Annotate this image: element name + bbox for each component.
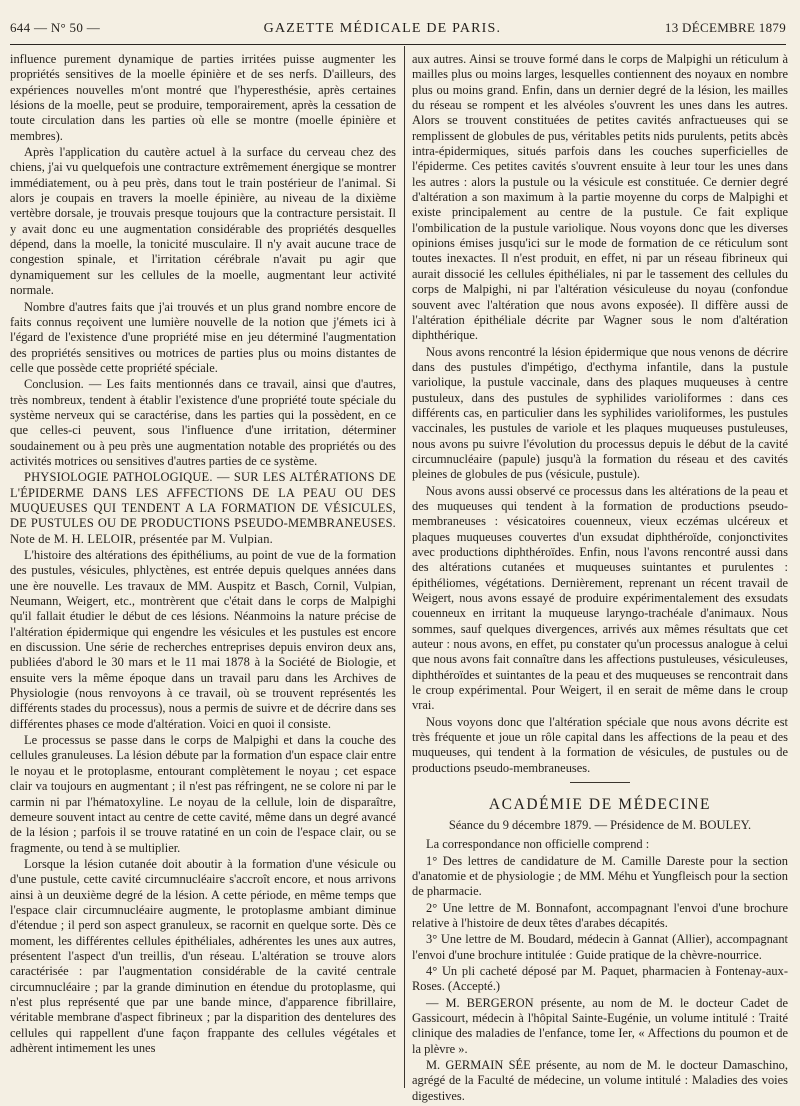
issue-number: — N° 50 — [33, 20, 101, 35]
paragraph: influence purement dynamique de parties irritées puisse augmenter les propriétés sensitives de la moelle épinière et de ses nerfs. D'ailleurs, des expériences nouvelles m'ont montré que l'hyperesthésie, après certaines lésions de la moelle, peut se produire, temporairement, après la cessation de toute circulation dans les parties où elle se montre (moelle épinière et membres). [10, 52, 396, 143]
section-rule [570, 782, 630, 783]
right-column [412, 52, 788, 1103]
list-item: M. GERMAIN SÉE présente, au nom de M. le docteur Damaschino, agrégé de la Faculté de médecine, un volume intitulé : Maladies des voies digestives. [412, 1057, 788, 1103]
journal-title: GAZETTE MÉDICALE DE PARIS. [263, 21, 502, 36]
paragraph: aux autres. Ainsi se trouve formé dans le corps de Malpighi un réticulum à mailles plus ou moins larges, lesquelles contiennent des noyaux en nombre plus ou moins grand. Enfin, dans un dernier degré de la lésion, les mailles du réseau se rompent et les alvéoles s'ouvrent les unes dans les autres. Alors se trouvent constituées de petites cavités anfractueuses qui se remplissent de globules de pus, véritables petits nids purulents, petits abcès intra-épidermiques, situés parfois dans les couches superficielles de l'épiderme. Ces petites cavités s'ouvrent ensuite à leur tour les unes dans les autres : alors la pustule ou la vésicule est constituée. Ce dernier degré d'altération a son maximum à la partie moyenne du corps de Malpighi et existe principalement au centre de la pustule. Ce fait explique l'ombilication de la pustule variolique. Nous voyons donc que les diverses opinions émises jusqu'ici sur le mode de formation de ce réticulum sont toutes inexactes. Il n'est produit, en effet, ni par un réseau fibrineux qui aurait dissocié les cellules épithéliales, ni par le tassement des cellules du corps de Malpighi, ni par l'altération vésiculeuse du noyau (confondue souvent avec l'altération que nous avons exposée). Il diffère aussi de l'altération épithéliale décrite par Wagner sous le nom d'altération diphthérique. [412, 52, 788, 343]
paragraph: Lorsque la lésion cutanée doit aboutir à la formation d'une vésicule ou d'une pustule, cette cavité circumnucléaire s'accroît encore, et nous arrivons ainsi à un deuxième degré de la lésion. A cette période, en même temps que l'espace clair circumnucléaire augmente, le protoplasme ambiant diminue d'étendue ; il perd son aspect granuleux, se racornit en quelque sorte. Dès ce moment, les différentes cellules épithéliales, adhérentes les unes aux autres, présentent l'aspect d'un treillis, d'un réseau. L'altération se trouve alors caractérisée : par l'augmentation considérable de la cavité centrale circumnucléaire ; par la grande diminution en étendue du protoplasme, qui n'est plus représenté que par une bande mince, d'apparence fibrillaire, véritable membrane d'aspect fibrineux ; par la disparition des dentelures des cellules qui rappellent d'une façon frappante des cellules végétales et adhèrent intimement les unes [10, 856, 396, 1055]
column-divider [404, 46, 405, 1088]
correspondence-intro: La correspondance non officielle comprend : [426, 837, 650, 852]
page-number-and-issue [10, 20, 100, 36]
paragraph: Le processus se passe dans le corps de Malpighi et dans la couche des cellules granuleuses. La lésion débute par la formation d'un espace clair entre le noyau et le protoplasme, entourant complètement le noyau ; cet espace clair va toujours en augmentant ; il n'est pas réfringent, ne se colore ni par le carmin ni par l'hématoxyline. Le noyau de la cellule, loin de disparaître, demeure souvent intact au centre de cette cavité, même dans un degré avancé de la lésion ; parfois il se trouve ratatiné en un coin de l'espace clair, ou se fragmente, ou tend à se multiplier. [10, 733, 396, 855]
paragraph: Nous voyons donc que l'altération spéciale que nous avons décrite est très fréquente et joue un rôle capital dans les affections de la peau et des muqueuses, qui tendent à la formation de vésicules, de pustules ou de productions pseudo-membraneuses. [412, 714, 788, 775]
header-rule [10, 44, 786, 45]
list-item: 4° Un pli cacheté déposé par M. Paquet, pharmacien à Fontenay-aux-Roses. (Accepté.) [412, 963, 788, 994]
paragraph: Nous avons rencontré la lésion épidermique que nous venons de décrire dans des pustules d'impétigo, d'ecthyma infantile, dans la pustule variolique, la pustule vaccinale, dans des plaques muqueuses à centre pustuleux, dans des pustules de syphilides varioliformes : dans ces différents cas, en particulier dans les syphilides varioliformes, les pustules vaccinales, les pustules de variole et les plaques muqueuses pustuleuses, nous avons pu suivre l'évolution du processus depuis le début de la cavité circumnucléaire (papule) jusqu'à la formation du réseau et des cavités pleines de globules de pus (vésicule, pustule). [412, 344, 788, 482]
paragraph: Nous avons aussi observé ce processus dans les altérations de la peau et des muqueuses qui tendent à la formation de productions pseudo-membraneuses : vésicatoires couenneux, vieux eczémas ulcéreux et plaques muqueuses couvertes d'un exsudat diphthéroïde, conjonctivites avec productions diphthéroïdes. Enfin, nous l'avons rencontré aussi dans des altérations cutanées et muqueuses suintantes et purulentes : épithéliomes, végétations. Dernièrement, reprenant un récent travail de Weigert, nous avons essayé de produire expérimentalement des exsudats couenneux en irritant la muqueuse laryngo-trachéale d'animaux. Nous sommes, sauf quelques divergences, arrivés aux mêmes résultats que cet auteur : nous avons, en effet, pu constater qu'un processus analogue à celui que nous avons fait connaître dans les affections pustuleuses, vésiculeuses, diphthéroïdes et suintantes de la peau et des muqueuses se rencontrait dans le croup expérimental. Pour Weigert, il en serait de même dans le croup vrai. [412, 483, 788, 713]
section-heading: PHYSIOLOGIE PATHOLOGIQUE. — SUR LES ALTÉRATIONS DE L'ÉPIDERME DANS LES AFFECTIONS DE LA PEAU OU DES MUQUEUSES QUI TENDENT A LA FORMATION DE VÉSICULES, DE PUSTULES OU DE PRODUCTIONS PSEUDO-MEMBRANEUSES. Note de M. H. LELOIR, présentée par M. Vulpian. [10, 470, 396, 546]
list-item: 3° Une lettre de M. Boudard, médecin à Gannat (Allier), accompagnant l'envoi d'une brochure intitulée : Guide pratique de la chèvre-nourrice. [412, 932, 788, 962]
left-column [10, 52, 396, 1090]
academy-title: ACADÉMIE DE MÉDECINE [488, 796, 712, 814]
list-item: 2° Une lettre de M. Bonnafont, accompagnant l'envoi d'une brochure relative à l'histoire de deux têtes d'arabes décapités. [412, 900, 788, 930]
page-header [10, 20, 786, 42]
issue-date: 13 DÉCEMBRE 1879 [664, 20, 786, 35]
list-item: — M. BERGERON présente, au nom de M. le docteur Cadet de Gassicourt, médecin à l'hôpital Sainte-Eugénie, un volume intitulé : Traité clinique des maladies de l'enfance, tome Ier, « Affections du poumon et de la plèvre ». [412, 995, 788, 1056]
session-line: Séance du 9 décembre 1879. — Présidence de M. BOULEY. [448, 818, 752, 833]
page-number: 644 [10, 20, 31, 35]
paragraph: Nombre d'autres faits que j'ai trouvés et un plus grand nombre encore de faits connus reçoivent une lumière nouvelle de la notion que j'émets ici à l'égard de l'existence d'une propriété mise en jeu déterminé l'augmentation des propriétés sensitives ou motrices de parties plus ou moins distantes de celle que possède cette propriété spéciale. [10, 299, 396, 375]
paragraph: Après l'application du cautère actuel à la surface du cerveau chez des chiens, j'ai vu quelquefois une contracture extrêmement énergique se montrer immédiatement, ou à peu près, dans tout le train postérieur de l'animal. Si alors je coupais en travers la moelle épinière, au niveau de la dixième vertèbre dorsale, je trouvais presque toujours que la contracture persistait. Il y avait donc eu une augmentation considérable des propriétés desquelles dépend, dans la moelle, la tonicité musculaire. Il n'y avait aucune trace de congestion spinale, et l'irritation cérébrale n'avait pu agir que dynamiquement sur les cellules de la moelle, augmentant leur activité normale. [10, 145, 396, 298]
paragraph: L'histoire des altérations des épithéliums, au point de vue de la formation des pustules, vésicules, phlyctènes, est entrée depuis quelques années dans une ère nouvelle. Les travaux de MM. Auspitz et Basch, Cornil, Vulpian, Neumann, Weigert, etc., montrèrent que c'était dans le corps de Malpighi qu'il fallait étudier le début de ces lésions. Néanmoins la nature précise de l'altération épidermique qui engendre les vésicules et les pustules est encore en discussion. Une série de recherches entreprises depuis environ deux ans, publiées d'abord le 30 mars et le 11 mai 1878 à la Société de Biologie, et ensuite vers la même époque dans un travail paru dans les Archives de Physiologie (nous renvoyons à ce travail, où se trouvent représentés les différents stades du processus), nous a permis de suivre et de décrire dans ses différentes phases ce mode d'altération. Voici en quoi il consiste. [10, 548, 396, 731]
list-item: 1° Des lettres de candidature de M. Camille Dareste pour la section d'anatomie et de physiologie ; de MM. Méhu et Yungfleisch pour la section de pharmacie. [412, 853, 788, 899]
conclusion-paragraph: Conclusion. — Les faits mentionnés dans ce travail, ainsi que d'autres, très nombreux, tendent à établir l'existence d'une propriété toute spéciale du système nerveux qui se caractérise, dans les parties qui la possèdent, en ce que celles-ci peuvent, sous l'influence d'une irritation, déterminer soudainement ou à peu près une augmentation notable des propriétés ou des activités motrices ou sensitives d'autres parties de ce système. [10, 377, 396, 468]
